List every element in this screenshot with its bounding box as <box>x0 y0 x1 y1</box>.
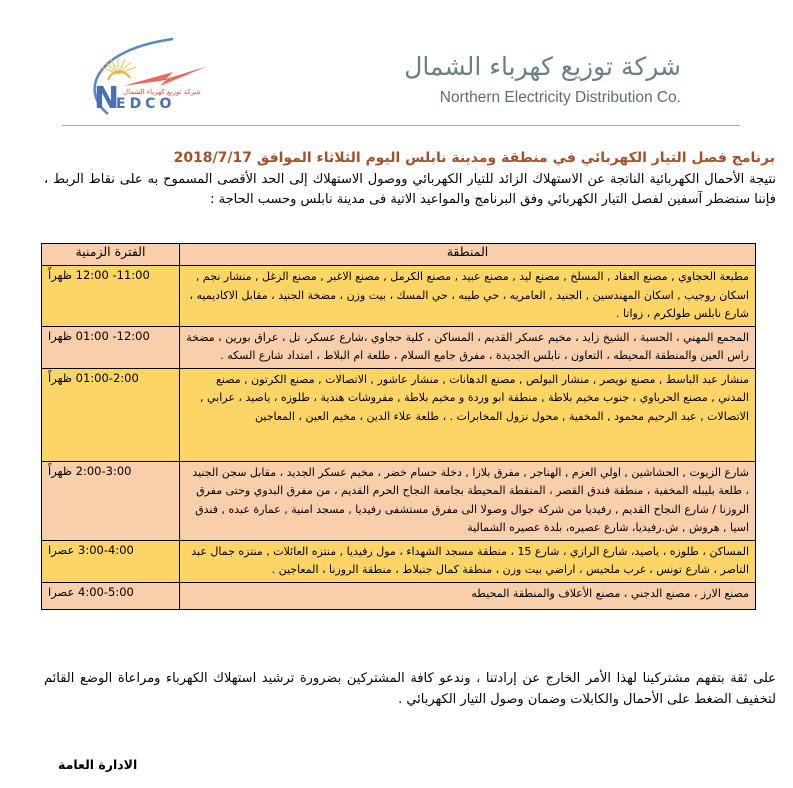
time-cell: 3:00-4:00 عصرا <box>42 540 180 582</box>
intro-paragraph: نتيجة الأحمال الكهربائية الناتجة عن الاستهلاك الزائد للتيار الكهربائي ووصول الاستهلاك إلى الحد الأقصى المسموح به على نقاط الربط ، فإننا سنضطر آسفين لفصل التيار الكهربائي وفق البرنامج والمواعيد الاتية فى مدينة نابلس وحسب الحاجة : <box>44 172 776 207</box>
logo-n-letter: N <box>94 81 120 116</box>
time-cell: 12:00- 01:00 ظهرا <box>42 326 180 368</box>
area-cell: المجمع المهني ، الحسبة ، الشيخ زايد ، مخيم عسكر القديم ، المساكن ، كلية حجاوي ،شارع عسكر، تل ، عراق بورين ، مضخة راس العين والمنطقة المحيطه ، التعاون ، نابلس الجديدة ، مفرق جامع السلام ، طلعة ام البلاط ، امتداد شارع السكه . <box>180 326 756 368</box>
time-cell: 11:00- 12:00 ظهراً <box>42 266 180 327</box>
closing-paragraph: على ثقة بتفهم مشتركينا لهذا الأمر الخارج عن إرادتنا ، وندعو كافة المشتركين بضرورة ترشيد استهلاك الكهرباء ومراعاة الوضع القائم لتخفيف الضغط على الأحمال والكابلات وضمان وصول التيار الكهربائي . <box>44 671 776 707</box>
outage-schedule-table <box>41 243 756 610</box>
table-row <box>42 540 756 582</box>
area-cell: منشار عبد الباسط , مصنع نويصر , منشار البولص , مصنع الدهانات , منشار عاشور , الاتصالات , مصنع الكرتون , مصنع المدني , مصنع الحرباوي ، جنوب مخيم بلاطة , منطقة ابو وردة و مخيم بلاطة , مفروشات هندية ، طلوزه ، ياصيد ، عرابي , الاتصالات , عبد الرحيم محمود , المخفية , محول نزول المخابرات . ، طلعة علاء الدين ، مخيم العين ، المعاجين <box>180 368 756 461</box>
signature: الادارة العامة <box>58 757 138 772</box>
table-row <box>42 326 756 368</box>
company-name-arabic: شركة توزيع كهرباء الشمال <box>404 52 681 81</box>
area-cell: المساكن ، طلوزه ، ياصيد، شارع الرازي ، شارع 15 ، منطقة مسجد الشهداء ، مول رفيديا , منتزه العائلات , منتزه جمال عبد الناصر ، شارع تونس ، غرب ملحيس ، اراضي بيت وزن ، منطقة كمال جنبلاط ، منطقة الروزنا ، المعاجين . <box>180 540 756 582</box>
company-name-english: Northern Electricity Distribution Co. <box>439 89 681 106</box>
column-header-area: المنطقة <box>180 244 756 266</box>
time-cell: 01:00-2:00 ظهراً <box>42 368 180 461</box>
logo-arabic-text: شركة توزيع كهرباء الشمال <box>123 88 201 96</box>
letterhead <box>0 0 793 130</box>
table-row <box>42 461 756 540</box>
table-row <box>42 582 756 609</box>
header-divider <box>62 125 740 126</box>
time-cell: 2:00-3:00 ظهراً <box>42 461 180 540</box>
area-cell: مطبعة الحجاوي , مصنع العقاد , المسلخ , مصنع ليد , مصنع عبيد , مصنع الكرمل , مصنع الاغبر , مصنع الزغل , منشار نجم , اسكان روجيب , اسكان المهندسين , الجنيد , العامريه ، حي طيبه ، حي المسك ، بيت وزن ، مضخة الجنيد ، مقابل الاكاديميه ، شارع نابلس طولكرم ، زواتا . <box>180 266 756 327</box>
table-header-row <box>42 244 756 266</box>
area-cell: مصنع الارز ، مصنع الدجني ، مصنع الأعلاف والمنطقة المحيطه <box>180 582 756 609</box>
time-cell: 4:00-5:00 عصرا <box>42 582 180 609</box>
logo-graphic <box>78 34 228 119</box>
logo-edco-letters: EDCO <box>116 96 176 112</box>
table-row <box>42 368 756 461</box>
column-header-time: الفترة الزمنية <box>42 244 180 266</box>
nedco-logo <box>78 34 228 119</box>
area-cell: شارع الزيوت , الحشاشين , اولي العزم , الهناجر , مفرق بلازا , دخلة حسام خضر ، مخيم عسكر الجديد ، مقابل سجن الجنيد ، طلعة بليبله المخفية ، منطقة فندق القصر ، المنقطة المحيطة بجامعة النجاح الحرم القديم ، من مفرق البدوي وحتى مفرق الروزنا / شارع النجاح القديم , رفيديا من شركة جوال وصولا الى مفرق مستشفى رفيديا , مسجد امنية , عمارة عبده , فندق اسيا , هروش , ش.رفيديا، شارع عصيره، بلدة عصيره الشمالية <box>180 461 756 540</box>
lightning-bolt-icon <box>123 66 208 86</box>
document-title: برنامج فصل التيار الكهربائي في منطقة ومدينة نابلس اليوم الثلاثاء الموافق 2018/7/17 <box>173 150 775 166</box>
table-row <box>42 266 756 327</box>
